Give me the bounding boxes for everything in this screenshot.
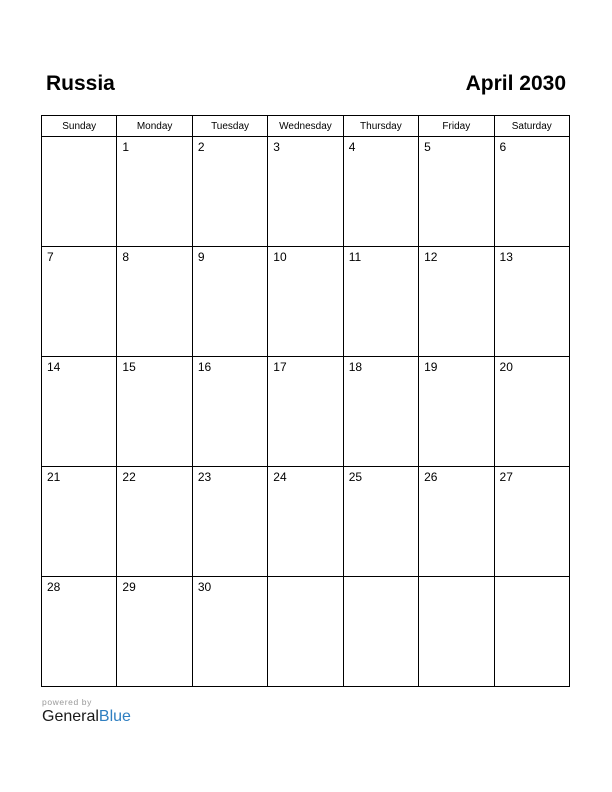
day-cell <box>117 357 192 467</box>
day-cell <box>42 357 117 467</box>
day-cell <box>117 247 192 357</box>
day-number: 23 <box>197 470 212 484</box>
day-cell <box>419 577 494 687</box>
day-cell <box>192 137 267 247</box>
day-cell <box>42 467 117 577</box>
day-number: 29 <box>122 580 136 594</box>
day-cell <box>117 467 192 577</box>
weekday-thursday: Thursday <box>343 116 418 137</box>
brand-name-general: General <box>42 708 99 725</box>
day-number: 17 <box>273 360 287 374</box>
day-cell <box>343 577 418 687</box>
weekday-saturday: Saturday <box>494 116 569 137</box>
week-row-5 <box>42 577 570 687</box>
day-cell <box>494 357 569 467</box>
day-cell <box>494 137 569 247</box>
weekday-tuesday: Tuesday <box>192 116 267 137</box>
day-cell <box>494 467 569 577</box>
day-cell <box>42 137 117 247</box>
day-cell <box>343 247 418 357</box>
day-cell <box>192 467 267 577</box>
day-number <box>419 577 493 580</box>
day-number: 13 <box>499 250 513 264</box>
day-number: 6 <box>499 140 507 154</box>
brand-logo <box>42 707 131 727</box>
day-number: 8 <box>122 250 130 264</box>
weekday-monday: Monday <box>117 116 192 137</box>
day-number: 14 <box>47 360 61 374</box>
day-cell <box>419 247 494 357</box>
weekday-wednesday: Wednesday <box>268 116 343 137</box>
day-number: 25 <box>348 470 363 484</box>
day-cell <box>419 137 494 247</box>
day-number: 10 <box>273 250 287 264</box>
weekday-sunday: Sunday <box>42 116 117 137</box>
day-number: 22 <box>122 470 136 484</box>
day-cell <box>117 577 192 687</box>
day-cell <box>419 467 494 577</box>
day-number: 3 <box>273 140 280 154</box>
day-cell <box>494 247 569 357</box>
day-number: 21 <box>47 470 61 484</box>
day-number: 7 <box>47 250 54 264</box>
day-number <box>42 137 116 140</box>
day-number: 28 <box>47 580 61 594</box>
day-cell <box>343 467 418 577</box>
week-row-4 <box>42 467 570 577</box>
day-cell <box>494 577 569 687</box>
week-row-3 <box>42 357 570 467</box>
day-cell <box>192 577 267 687</box>
day-cell <box>192 357 267 467</box>
day-number <box>268 577 342 580</box>
day-number: 4 <box>348 140 356 154</box>
powered-by-text: powered by <box>42 697 92 707</box>
day-number: 5 <box>424 140 431 154</box>
calendar-grid <box>41 115 570 687</box>
day-cell <box>268 577 343 687</box>
day-cell <box>343 357 418 467</box>
day-number: 2 <box>197 140 205 154</box>
day-cell <box>419 357 494 467</box>
day-cell <box>268 137 343 247</box>
day-cell <box>42 577 117 687</box>
week-row-1 <box>42 137 570 247</box>
day-number: 30 <box>197 580 212 594</box>
day-number: 24 <box>273 470 287 484</box>
weekday-friday: Friday <box>419 116 494 137</box>
day-cell <box>268 357 343 467</box>
month-year-title: April 2030 <box>465 72 566 95</box>
day-cell <box>42 247 117 357</box>
day-number: 27 <box>499 470 513 484</box>
day-cell <box>268 467 343 577</box>
day-number: 9 <box>197 250 205 264</box>
brand-name-blue: Blue <box>98 708 131 725</box>
day-number <box>344 577 418 580</box>
day-number: 12 <box>424 250 438 264</box>
day-number: 1 <box>122 140 130 154</box>
day-number: 20 <box>499 360 513 374</box>
day-number: 18 <box>348 360 363 374</box>
footer-branding <box>42 697 131 727</box>
day-cell <box>117 137 192 247</box>
day-number: 19 <box>424 360 438 374</box>
weekday-header-row <box>42 116 570 137</box>
day-number: 26 <box>424 470 438 484</box>
day-number: 16 <box>197 360 212 374</box>
day-cell <box>343 137 418 247</box>
day-cell <box>268 247 343 357</box>
day-number: 11 <box>348 250 362 264</box>
day-number <box>495 577 569 580</box>
day-cell <box>192 247 267 357</box>
week-row-2 <box>42 247 570 357</box>
day-number: 15 <box>122 360 136 374</box>
country-title: Russia <box>46 72 115 95</box>
